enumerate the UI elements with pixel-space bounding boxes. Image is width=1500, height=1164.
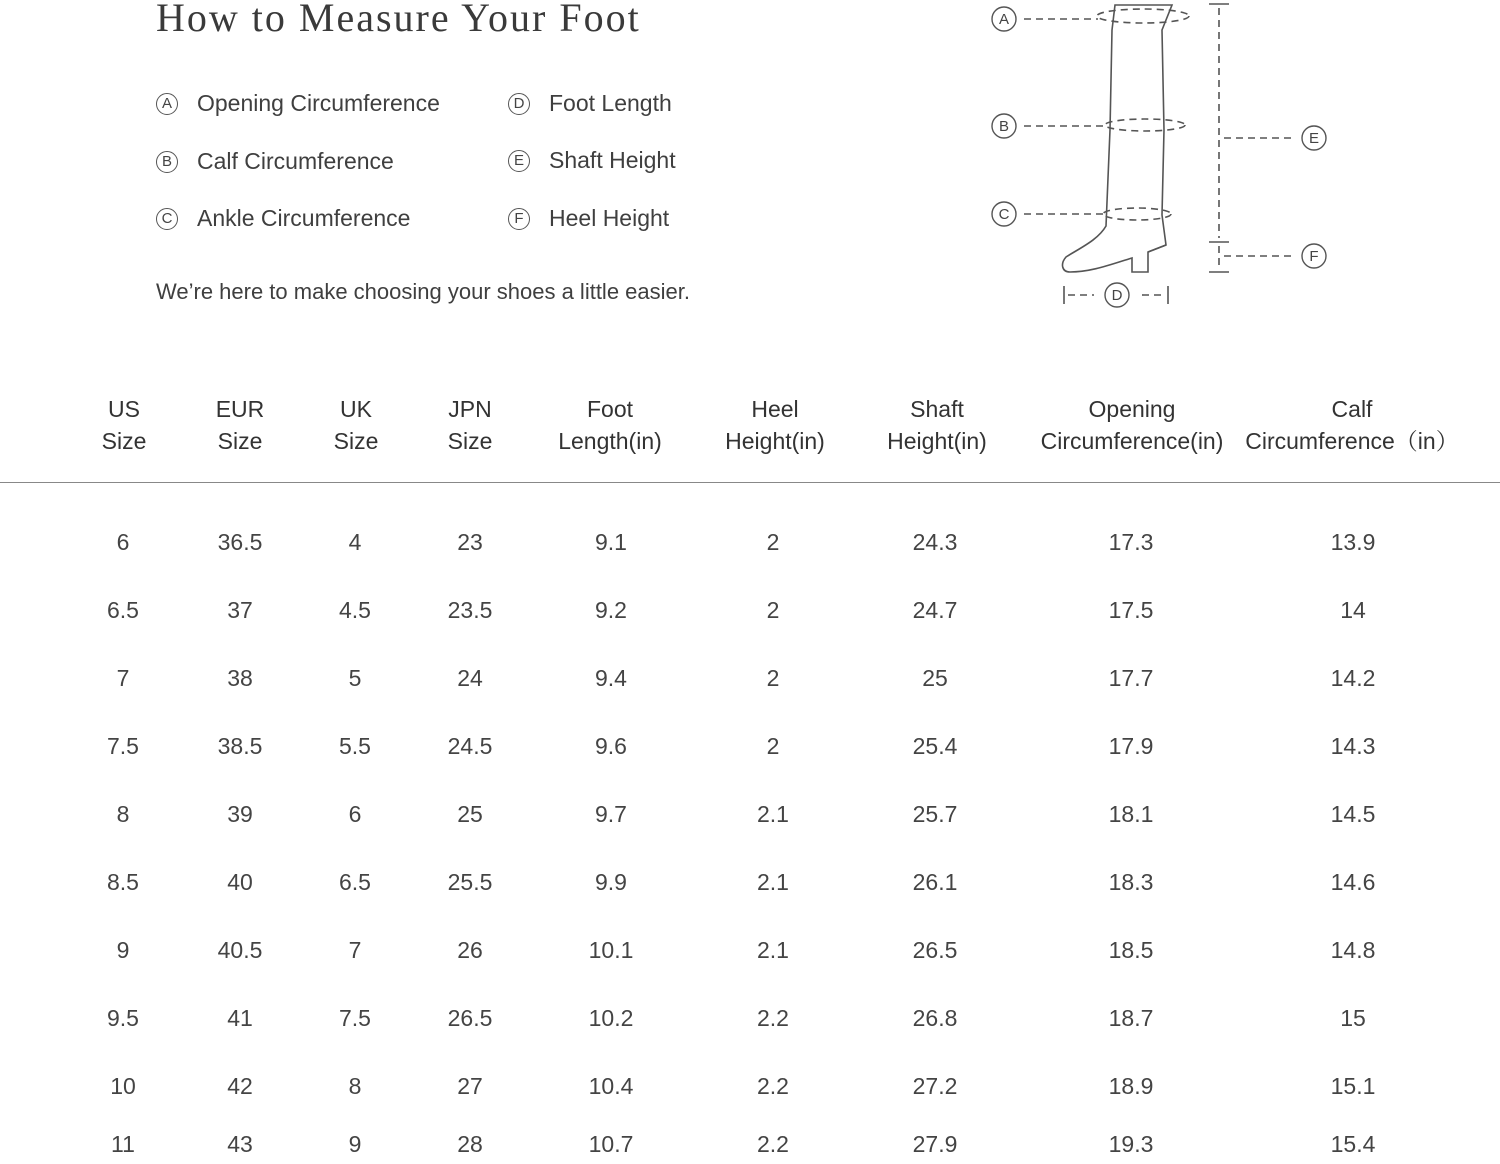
table-cell: 11: [111, 1131, 135, 1157]
table-cell: 7: [348, 937, 362, 963]
table-cell: 41: [227, 1005, 253, 1031]
table-cell: 2.1: [757, 937, 789, 963]
letter-a-badge: A: [156, 93, 178, 115]
legend-item-ankle-circumference: [156, 205, 410, 232]
header-opening-circumference: Opening Circumference(in): [1040, 396, 1224, 454]
letter-d-badge: D: [508, 93, 530, 115]
table-cell: 10.7: [588, 1131, 634, 1157]
table-row: [0, 862, 1500, 902]
table-cell: 27: [457, 1073, 483, 1099]
table-cell: 14.6: [1330, 869, 1376, 895]
legend-label: Foot Length: [549, 90, 672, 116]
table-row: [0, 998, 1500, 1038]
header-us-size: US Size: [101, 396, 147, 454]
table-cell: 17.7: [1108, 665, 1154, 691]
table-cell: 2.1: [757, 869, 789, 895]
table-cell: 9.9: [595, 869, 627, 895]
table-cell: 25.4: [912, 733, 958, 759]
table-cell: 9.1: [595, 529, 627, 555]
table-cell: 14.5: [1330, 801, 1376, 827]
table-cell: 23.5: [447, 597, 493, 623]
table-cell: 18.5: [1108, 937, 1154, 963]
table-cell: 23: [457, 529, 483, 555]
table-cell: 6: [348, 801, 362, 827]
table-cell: 6.5: [107, 597, 139, 623]
table-cell: 9.5: [107, 1005, 139, 1031]
table-cell: 26.5: [912, 937, 958, 963]
table-cell: 25.7: [912, 801, 958, 827]
table-cell: 9.7: [595, 801, 627, 827]
table-cell: 4.5: [339, 597, 371, 623]
diagram-label-d: D: [1111, 287, 1123, 304]
table-cell: 43: [227, 1131, 253, 1157]
table-cell: 24.5: [447, 733, 493, 759]
table-cell: 14.3: [1330, 733, 1376, 759]
table-cell: 37: [227, 597, 253, 623]
table-cell: 25.5: [447, 869, 493, 895]
table-cell: 2: [766, 529, 780, 555]
table-cell: 17.5: [1108, 597, 1154, 623]
table-cell: 2.2: [757, 1005, 789, 1031]
table-cell: 24: [457, 665, 483, 691]
legend-label: Ankle Circumference: [197, 205, 411, 231]
table-cell: 10.1: [588, 937, 634, 963]
table-cell: 26: [457, 937, 483, 963]
table-cell: 15.1: [1330, 1073, 1376, 1099]
table-cell: 2.1: [757, 801, 789, 827]
table-cell: 40: [227, 869, 253, 895]
table-cell: 8: [116, 801, 130, 827]
table-cell: 6.5: [339, 869, 371, 895]
page-title: How to Measure Your Foot: [156, 0, 641, 40]
header-eur-size: EUR Size: [215, 396, 265, 454]
table-cell: 2: [766, 733, 780, 759]
table-cell: 9: [348, 1131, 362, 1157]
table-cell: 40.5: [217, 937, 263, 963]
table-cell: 14.8: [1330, 937, 1376, 963]
legend-item-shaft-height: [508, 147, 676, 174]
legend-label: Heel Height: [549, 205, 670, 231]
header-jpn-size: JPN Size: [447, 396, 493, 454]
table-cell: 26.5: [447, 1005, 493, 1031]
legend-label: Opening Circumference: [197, 90, 440, 116]
legend-label: Shaft Height: [549, 147, 676, 173]
table-cell: 24.3: [912, 529, 958, 555]
diagram-label-c: C: [998, 206, 1010, 223]
legend-item-foot-length: [508, 90, 672, 117]
table-cell: 26.8: [912, 1005, 958, 1031]
table-cell: 4: [348, 529, 362, 555]
table-cell: 9: [116, 937, 130, 963]
header-calf-circumference: Calf Circumference（in）: [1245, 396, 1459, 454]
table-cell: 10.4: [588, 1073, 634, 1099]
header-uk-size: UK Size: [333, 396, 379, 454]
table-cell: 18.7: [1108, 1005, 1154, 1031]
letter-f-badge: F: [508, 208, 530, 230]
table-cell: 13.9: [1330, 529, 1376, 555]
table-cell: 10: [110, 1073, 136, 1099]
table-cell: 18.9: [1108, 1073, 1154, 1099]
table-cell: 2.2: [757, 1073, 789, 1099]
table-cell: 39: [227, 801, 253, 827]
table-cell: 36.5: [217, 529, 263, 555]
table-cell: 10.2: [588, 1005, 634, 1031]
boot-measurement-icon: [980, 0, 1360, 320]
table-cell: 26.1: [912, 869, 958, 895]
table-cell: 8.5: [107, 869, 139, 895]
tagline: We’re here to make choosing your shoes a little easier.: [156, 279, 690, 304]
table-cell: 2: [766, 665, 780, 691]
table-cell: 14: [1340, 597, 1366, 623]
table-cell: 24.7: [912, 597, 958, 623]
letter-c-badge: C: [156, 208, 178, 230]
table-cell: 7.5: [339, 1005, 371, 1031]
table-cell: 7.5: [107, 733, 139, 759]
table-cell: 42: [227, 1073, 253, 1099]
table-cell: 9.2: [595, 597, 627, 623]
header-foot-length: Foot Length(in): [558, 396, 662, 454]
header-divider: [0, 482, 1500, 483]
table-cell: 25: [457, 801, 483, 827]
table-cell: 27.2: [912, 1073, 958, 1099]
table-cell: 19.3: [1108, 1131, 1154, 1157]
diagram-label-f: F: [1309, 248, 1319, 265]
table-row: [0, 930, 1500, 970]
table-cell: 17.9: [1108, 733, 1154, 759]
table-row: [0, 794, 1500, 834]
diagram-label-e: E: [1308, 130, 1320, 147]
legend-item-calf-circumference: [156, 148, 394, 175]
table-cell: 2: [766, 597, 780, 623]
table-cell: 7: [116, 665, 130, 691]
legend-item-opening-circumference: [156, 90, 440, 117]
diagram-label-b: B: [998, 118, 1010, 135]
header-shaft-height: Shaft Height(in): [887, 396, 987, 454]
table-row: [0, 590, 1500, 630]
table-row: [0, 726, 1500, 766]
table-cell: 25: [922, 665, 948, 691]
table-cell: 5: [348, 665, 362, 691]
table-cell: 18.3: [1108, 869, 1154, 895]
header-heel-height: Heel Height(in): [725, 396, 825, 454]
table-cell: 2.2: [757, 1131, 789, 1157]
table-cell: 38.5: [217, 733, 263, 759]
table-cell: 9.4: [595, 665, 627, 691]
legend-label: Calf Circumference: [197, 148, 394, 174]
table-row: [0, 522, 1500, 562]
table-row: [0, 1066, 1500, 1106]
table-cell: 38: [227, 665, 253, 691]
table-cell: 15.4: [1330, 1131, 1376, 1157]
diagram-label-a: A: [998, 11, 1010, 28]
table-cell: 15: [1340, 1005, 1366, 1031]
table-cell: 27.9: [912, 1131, 958, 1157]
table-cell: 28: [457, 1131, 483, 1157]
table-row: [0, 658, 1500, 698]
table-cell: 17.3: [1108, 529, 1154, 555]
table-cell: 6: [116, 529, 130, 555]
legend-item-heel-height: [508, 205, 669, 232]
letter-b-badge: B: [156, 151, 178, 173]
table-cell: 9.6: [595, 733, 627, 759]
table-cell: 18.1: [1108, 801, 1154, 827]
table-row: [0, 1124, 1500, 1164]
table-cell: 5.5: [339, 733, 371, 759]
table-cell: 14.2: [1330, 665, 1376, 691]
letter-e-badge: E: [508, 150, 530, 172]
table-cell: 8: [348, 1073, 362, 1099]
